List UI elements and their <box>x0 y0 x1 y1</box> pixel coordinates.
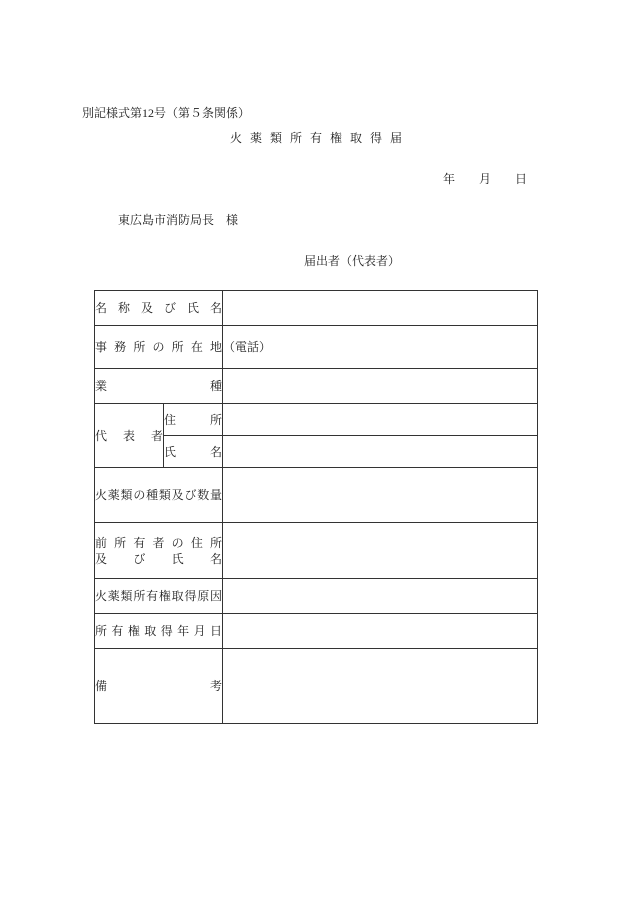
table-row <box>95 649 538 724</box>
application-form-table <box>94 290 538 724</box>
prev-owner-value-cell <box>223 523 538 579</box>
table-row <box>95 369 538 404</box>
date-line: 年 月 日 <box>443 172 528 186</box>
document-title: 火薬類所有権取得届 <box>230 131 411 145</box>
explosives-type-qty-label: 火薬類の種類及び数量 <box>95 468 223 523</box>
acquisition-date-label: 所 有 権 取 得 年 月 日 <box>95 614 223 649</box>
explosives-type-qty-value-cell <box>223 468 538 523</box>
remarks-label: 備 考 <box>95 649 223 724</box>
addressee: 東広島市消防局長 様 <box>118 213 239 227</box>
rep-name-label: 氏 名 <box>164 436 223 468</box>
phone-label: （電話） <box>223 340 272 354</box>
table-row <box>95 614 538 649</box>
name-value-cell <box>223 291 538 326</box>
table-row <box>95 326 538 369</box>
applicant-label: 届出者（代表者） <box>304 254 401 268</box>
representative-label: 代 表 者 <box>95 404 164 468</box>
office-address-label: 事 務 所 の 所 在 地 <box>95 326 223 369</box>
form-number: 別記様式第12号（第５条関係） <box>82 106 251 120</box>
office-address-value-cell <box>223 326 538 369</box>
table-row <box>95 404 538 436</box>
rep-address-value-cell <box>223 404 538 436</box>
rep-name-value-cell <box>223 436 538 468</box>
table-row <box>95 468 538 523</box>
table-row <box>95 291 538 326</box>
acquisition-cause-label: 火薬類所有権取得原因 <box>95 579 223 614</box>
prev-owner-label-line1: 前 所 有 者 の 住 所 <box>95 535 223 550</box>
acquisition-cause-value-cell <box>223 579 538 614</box>
prev-owner-label <box>95 523 223 579</box>
name-label: 名 称 及 び 氏 名 <box>95 291 223 326</box>
table-row <box>95 523 538 579</box>
rep-address-label: 住 所 <box>164 404 223 436</box>
table-row <box>95 579 538 614</box>
business-type-label: 業 種 <box>95 369 223 404</box>
business-type-value-cell <box>223 369 538 404</box>
acquisition-date-value-cell <box>223 614 538 649</box>
remarks-value-cell <box>223 649 538 724</box>
prev-owner-label-line2: 及 び 氏 名 <box>95 551 223 566</box>
